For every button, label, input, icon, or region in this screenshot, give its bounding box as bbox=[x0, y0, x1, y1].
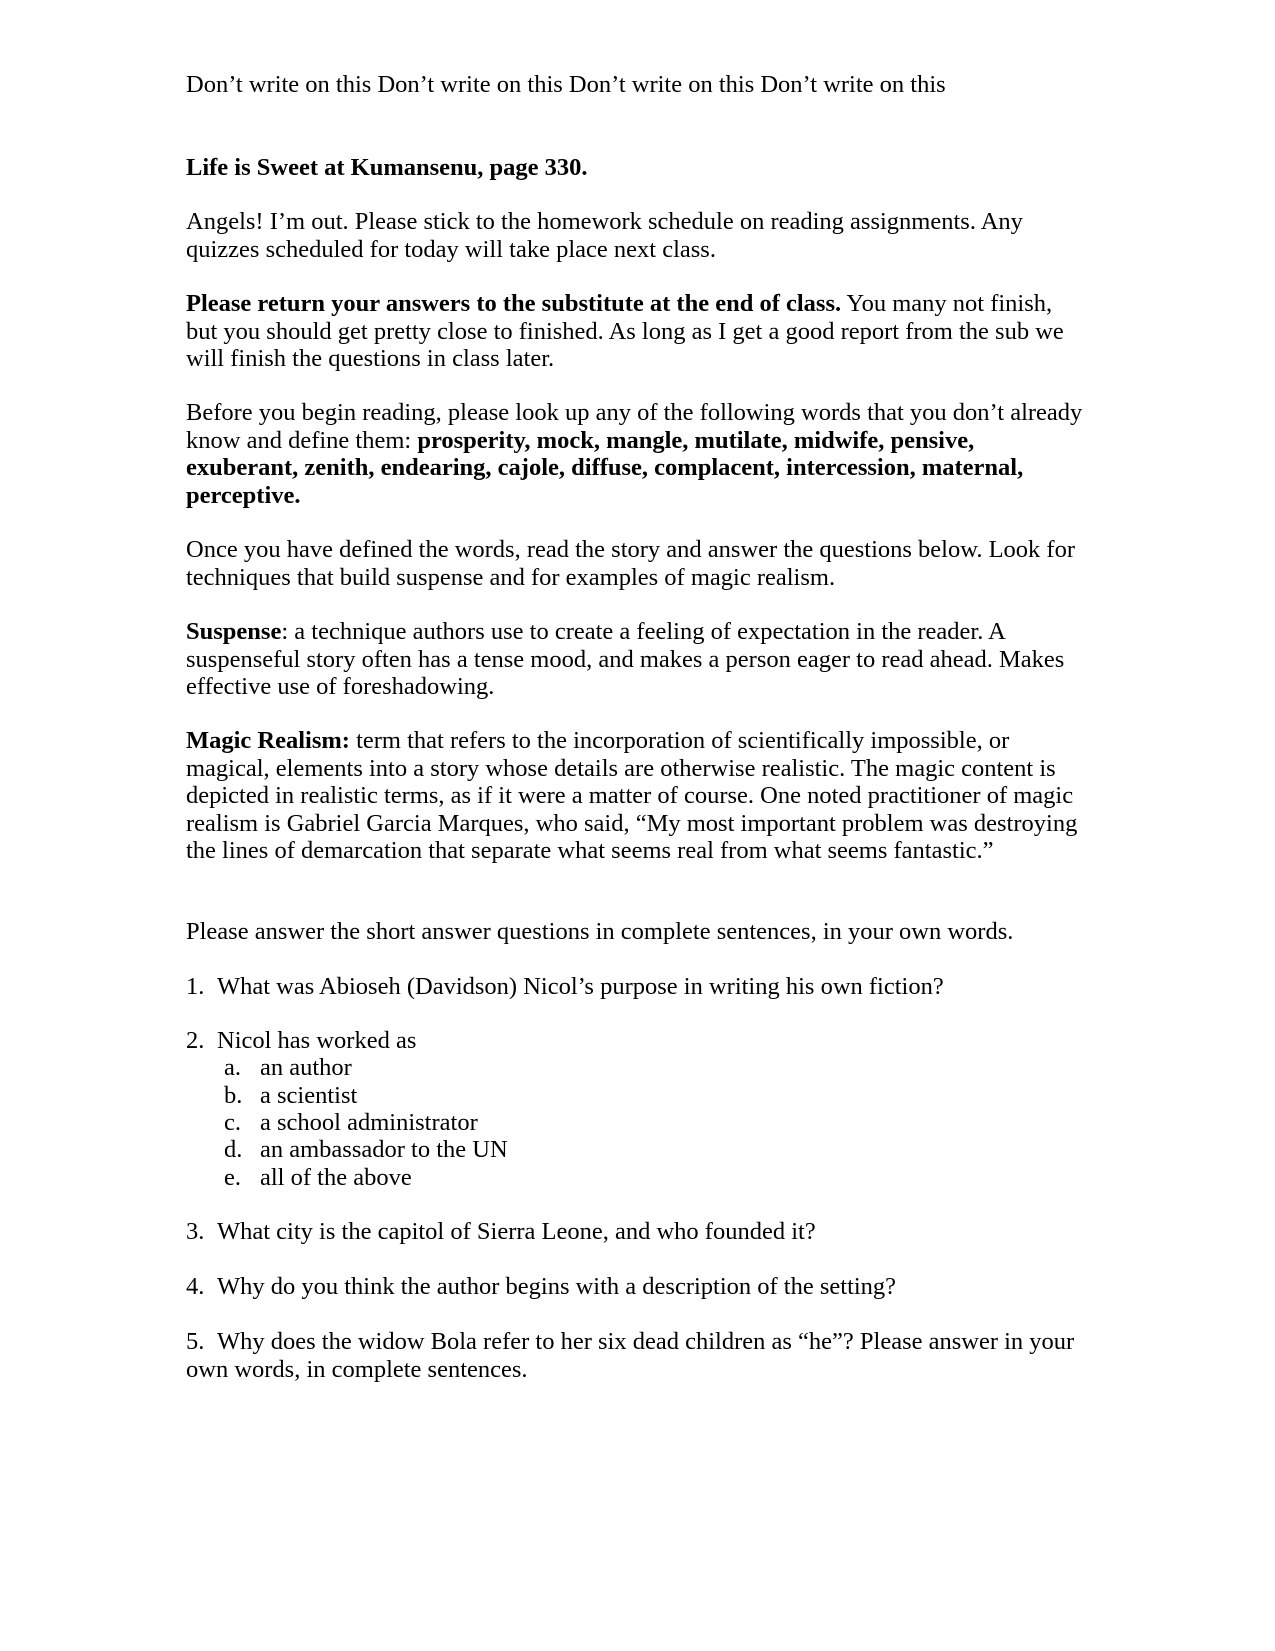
question-2 bbox=[186, 1027, 1086, 1055]
page-title bbox=[186, 154, 1086, 182]
instructions-paragraph: Once you have defined the words, read the story and answer the questions below. Look for techniques that build suspense and for examples of magic realism. bbox=[186, 536, 1075, 591]
vocab-words: prosperity, mock, mangle, mutilate, midwife, pensive, exuberant, zenith, endearing, cajole, diffuse, complacent, intercession, maternal, perceptive. bbox=[186, 426, 1024, 509]
question-number: 5. bbox=[186, 1328, 205, 1355]
magic-realism-definition: term that refers to the incorporation of scientifically impossible, or magical, elements into a story whose details are otherwise realistic. The magic content is depicted in realistic terms, as if it were a matter of course. One noted practitioner of magic realism is Gabriel Garcia Marques, who said, “My most important problem was destroying the lines of demarcation that separate what seems real from what seems fantastic.” bbox=[186, 727, 1078, 864]
suspense-term: Suspense bbox=[186, 618, 282, 645]
suspense-definition: : a technique authors use to create a feeling of expectation in the reader. A suspenseful story often has a tense mood, and makes a person eager to read ahead. Makes effective use of foreshadowing. bbox=[186, 618, 1065, 700]
option-letter: a. bbox=[224, 1054, 241, 1081]
question-2-option-a bbox=[224, 1054, 724, 1082]
option-text: an author bbox=[260, 1054, 352, 1081]
page-header: Don’t write on this Don’t write on this Don’t write on this Don’t write on this bbox=[186, 71, 946, 98]
question-text: What was Abioseh (Davidson) Nicol’s purpose in writing his own fiction? bbox=[217, 973, 944, 1000]
return-note-paragraph bbox=[186, 290, 1086, 373]
question-5 bbox=[186, 1328, 1086, 1383]
question-text: What city is the capitol of Sierra Leone, and who founded it? bbox=[217, 1218, 816, 1245]
question-text: Why do you think the author begins with a description of the setting? bbox=[217, 1273, 897, 1300]
option-text: a scientist bbox=[260, 1082, 358, 1109]
option-text: all of the above bbox=[260, 1164, 412, 1191]
question-1 bbox=[186, 973, 1086, 1001]
option-letter: b. bbox=[224, 1082, 243, 1109]
question-number: 2. bbox=[186, 1027, 205, 1054]
option-letter: c. bbox=[224, 1109, 241, 1136]
title-text: Life is Sweet at Kumansenu, page 330. bbox=[186, 154, 588, 181]
magic-realism-paragraph bbox=[186, 727, 1086, 865]
question-number: 1. bbox=[186, 973, 205, 1000]
answer-instructions: Please answer the short answer questions in complete sentences, in your own words. bbox=[186, 918, 1014, 945]
question-number: 4. bbox=[186, 1273, 205, 1300]
option-text: an ambassador to the UN bbox=[260, 1136, 508, 1163]
question-text: Nicol has worked as bbox=[217, 1027, 417, 1054]
question-4 bbox=[186, 1273, 1086, 1301]
vocab-lead: Before you begin reading, please look up any of the following words that you don’t already know and define them: bbox=[186, 399, 1083, 454]
option-text: a school administrator bbox=[260, 1109, 478, 1136]
question-2-option-d bbox=[224, 1136, 724, 1164]
vocab-paragraph bbox=[186, 399, 1086, 509]
return-note-text: You many not finish, but you should get pretty close to finished. As long as I get a good report from the sub we will finish the questions in class later. bbox=[186, 290, 1064, 372]
option-letter: d. bbox=[224, 1136, 243, 1163]
magic-realism-term: Magic Realism: bbox=[186, 727, 350, 754]
question-2-option-c bbox=[224, 1109, 724, 1137]
suspense-paragraph bbox=[186, 618, 1086, 701]
intro-paragraph: Angels! I’m out. Please stick to the homework schedule on reading assignments. Any quizzes scheduled for today will take place next class. bbox=[186, 208, 1023, 263]
question-3 bbox=[186, 1218, 1086, 1246]
return-note-bold: Please return your answers to the substitute at the end of class. bbox=[186, 290, 842, 317]
option-letter: e. bbox=[224, 1164, 241, 1191]
question-2-option-e bbox=[224, 1164, 724, 1192]
question-number: 3. bbox=[186, 1218, 205, 1245]
question-text: Why does the widow Bola refer to her six dead children as “he”? Please answer in your own words, in complete sentences. bbox=[186, 1328, 1075, 1383]
question-2-option-b bbox=[224, 1082, 724, 1110]
